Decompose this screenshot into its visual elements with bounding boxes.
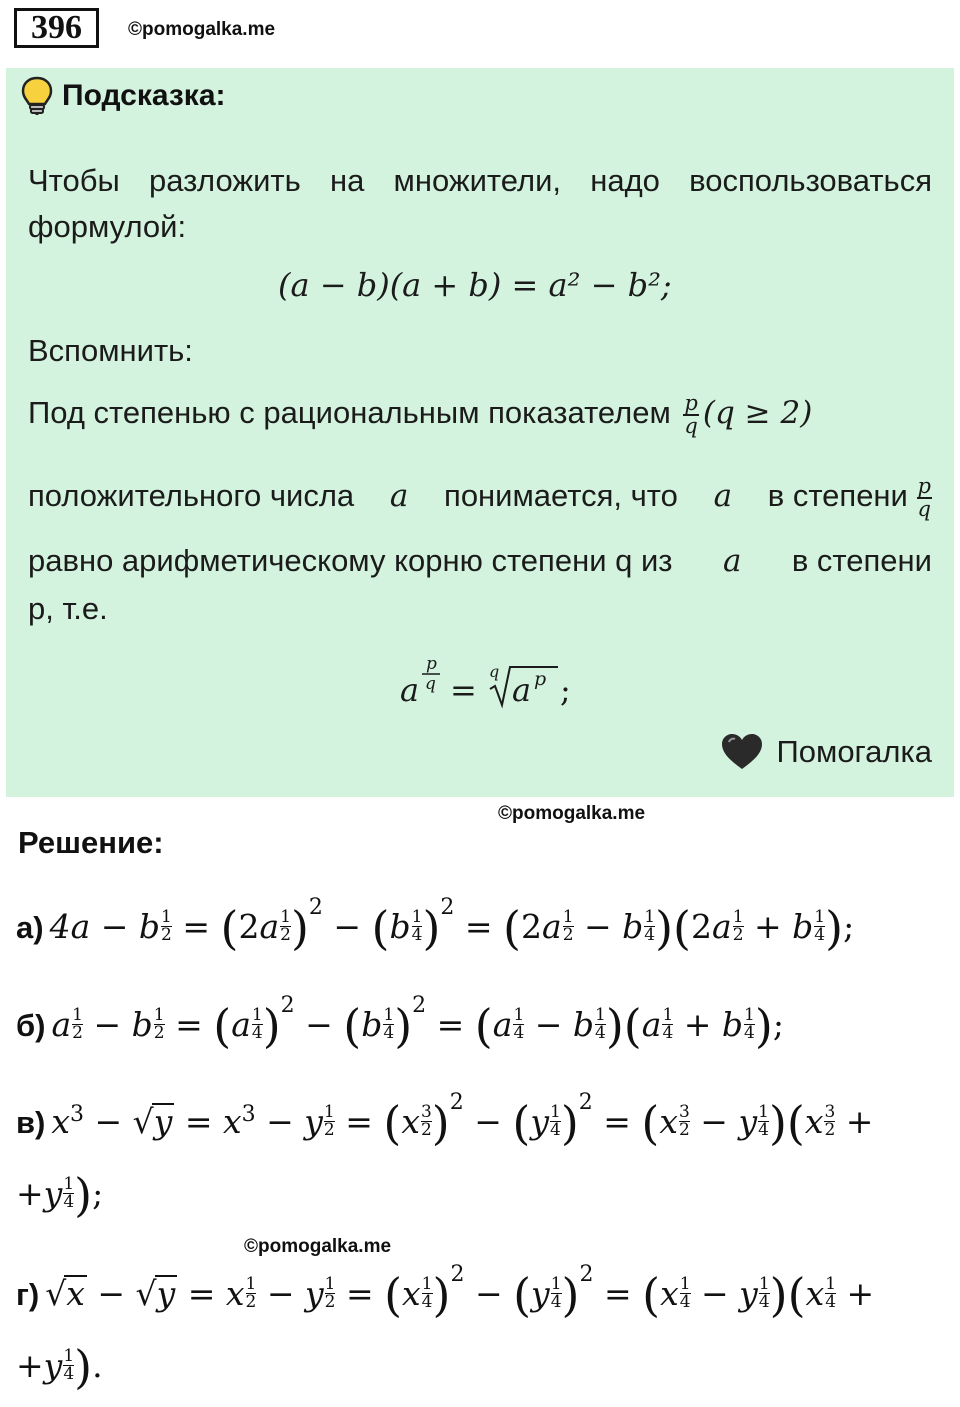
solution-title: Решение: (18, 825, 164, 860)
solution-b: б) a $^{\frac{1}{2}}$ − b $^{\frac{1}{2}}$ = (a $^{\frac{1}{4}}$ )$^2$ − (b $^{\frac{1}{4}}$ )$^2$ = (a $^{\frac{1}{4}}$ − b $^{\frac{1}{4}}$ )(a $^{\frac{1}{4}}$ + b $^{\frac{1}{4}}$ ); (16, 993, 784, 1053)
watermark: ©pomogalka.me (498, 803, 646, 824)
svg-text:a: a (400, 671, 420, 709)
svg-text:q: q (489, 662, 500, 681)
brand-name: Помогалка (776, 734, 932, 769)
svg-text:q: q (425, 674, 436, 694)
hint-title: Подсказка: (62, 79, 226, 112)
solution-a: а) 4a − b $^{\frac{1}{2}}$ = (2a $^{\frac{1}{2}}$ )$^2$ − (b $^{\frac{1}{4}}$ )$^2$ = (2a $^{\frac{1}{2}}$ − b $^{\frac{1}{4}}$ )(2a $^{\frac{1}{2}}$ + b $^{\frac{1}{4}}$ ); (16, 895, 855, 955)
difference-of-squares-formula: (a − b)(a + b) = a² − b²; (278, 266, 672, 304)
rational-exponent-fraction: $\frac{p}{q}$ (684, 390, 698, 438)
rule-line-4: p, т.е. (28, 591, 108, 626)
rational-exponent-fraction: $\frac{p}{q}$ (917, 473, 931, 521)
hint-box (6, 68, 954, 797)
solution-c: в) $x^3 - √y = x^3 - y$ $^{\frac{1}{2}}$ = (x $^{\frac{3}{2}}$ )$^2$ − (y $^{\frac{1}{4}}$ )$^2$ = (x $^{\frac{3}{2}}$ − y $^{\frac{1}{4}}$ )(x $^{\frac{3}{2}}$ + (16, 1090, 874, 1150)
solution-d: г) √x − √y = x $^{\frac{1}{2}}$ − y $^{\frac{1}{2}}$ = (x $^{\frac{1}{4}}$ )$^2$ − (y $^{\frac{1}{4}}$ )$^2$ = (x $^{\frac{1}{4}}$ − y $^{\frac{1}{4}}$ )(x $^{\frac{1}{4}}$ + (16, 1262, 875, 1322)
hint-intro: Чтобы разложить на множители, надо воспользоваться формулой: (28, 163, 932, 244)
solution-d-cont: +y $^{\frac{1}{4}}$ ). (16, 1340, 103, 1394)
svg-text:a: a (512, 671, 532, 709)
task-number: 396 (14, 8, 99, 48)
heart-icon (720, 732, 764, 772)
svg-text:p: p (534, 668, 547, 690)
rule-line-3: равно арифметическому корню степени q из a в степени (28, 543, 932, 579)
watermark: ©pomogalka.me (244, 1236, 392, 1257)
rule-line-2: положительного числа a понимается, что a в степени $\frac{p}{q}$ (28, 473, 931, 521)
svg-text:=: = (450, 671, 477, 709)
lightbulb-icon (20, 76, 54, 116)
solution-c-cont: +y $^{\frac{1}{4}}$ ); (16, 1168, 104, 1222)
svg-text:;: ; (560, 671, 571, 709)
hint-remember: Вспомнить: (28, 333, 193, 368)
watermark: ©pomogalka.me (128, 19, 276, 40)
root-formula-svg (398, 653, 578, 713)
brand-signature (720, 732, 932, 772)
rational-power-root-formula (398, 653, 578, 721)
svg-text:p: p (426, 654, 437, 674)
hint-header (20, 76, 226, 116)
rule-line-1: Под степенью с рациональным показателем $\frac{p}{q}$ (q ≥ 2) (28, 390, 813, 438)
